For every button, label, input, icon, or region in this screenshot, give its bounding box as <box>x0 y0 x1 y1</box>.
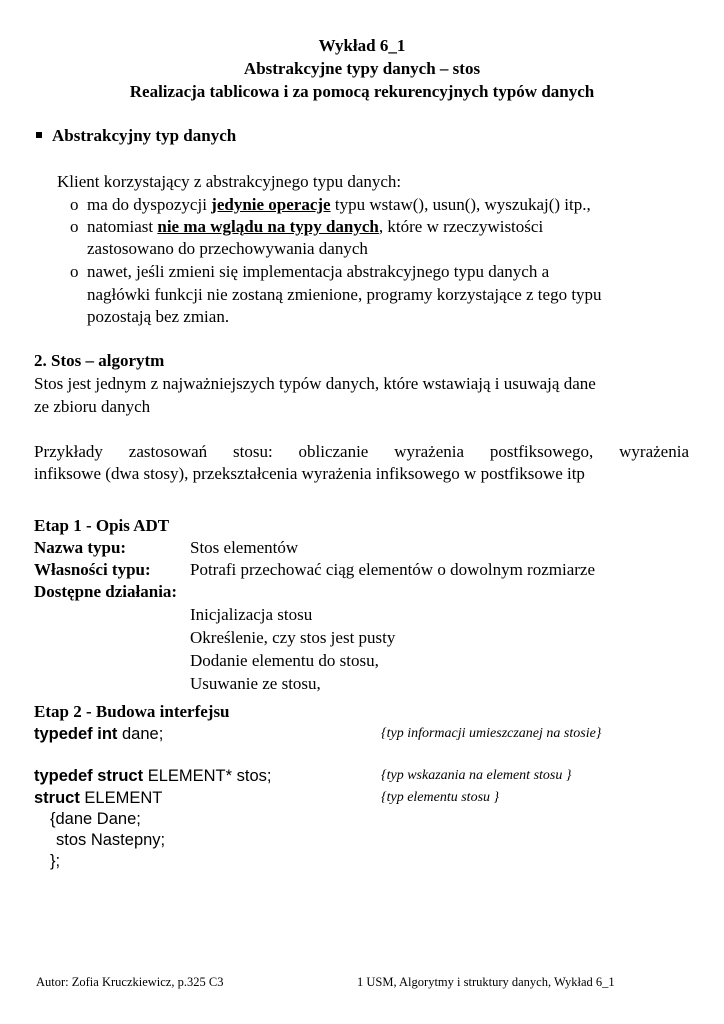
etap1-heading: Etap 1 - Opis ADT <box>34 516 170 535</box>
etap2-heading: Etap 2 - Budowa interfejsu <box>34 702 230 721</box>
emphasis-text: jedynie operacje <box>211 195 331 214</box>
square-bullet-icon <box>36 132 42 138</box>
operation-item: Usuwanie ze stosu, <box>190 674 321 693</box>
code-line: stos Nastepny; <box>56 831 166 849</box>
type-props-label: Własności typu: <box>34 560 151 579</box>
paragraph-line: infiksowe (dwa stosy), przekształcenia wyrażenia infiksowego w postfiksowe itp <box>34 464 585 483</box>
code-line: }; <box>50 852 61 870</box>
code-comment: {typ informacji umieszczanej na stosie} <box>381 726 602 741</box>
operation-item: Dodanie elementu do stosu, <box>190 651 379 670</box>
list-item-continuation: pozostają bez zmian. <box>87 307 230 326</box>
footer-author: Autor: Zofia Kruczkiewicz, p.325 C3 <box>36 975 224 989</box>
code-line: {dane Dane; <box>50 810 141 828</box>
doc-title-lecture: Wykład 6_1 <box>318 36 406 55</box>
section-abstract-type <box>36 125 236 147</box>
page-number: 1 <box>357 975 364 989</box>
section-heading: Abstrakcyjny typ danych <box>52 126 237 145</box>
paragraph-line: Przykłady zastosowań stosu: obliczanie wyrażenia postfiksowego, wyrażenia <box>34 442 689 461</box>
code-line: typedef struct ELEMENT* stos; <box>34 767 272 785</box>
list-item: o nawet, jeśli zmieni się implementacja abstrakcyjnego typu danych a <box>70 262 550 281</box>
ops-label: Dostępne działania: <box>34 582 178 601</box>
intro-text: Klient korzystający z abstrakcyjnego typu danych: <box>57 172 402 191</box>
code-line: typedef int dane; <box>34 725 164 743</box>
doc-title-topic: Abstrakcyjne typy danych – stos <box>243 59 481 78</box>
circle-bullet-icon: o <box>70 262 79 281</box>
list-item: o natomiast nie ma wglądu na typy danych, które w rzeczywistości <box>70 217 544 236</box>
type-name-value: Stos elementów <box>190 538 299 557</box>
type-props-value: Potrafi przechować ciąg elementów o dowolnym rozmiarze <box>190 560 596 579</box>
operation-item: Inicjalizacja stosu <box>190 605 313 624</box>
list-item: o ma do dyspozycji jedynie operacje typu wstaw(), usun(), wyszukaj() itp., <box>70 195 591 214</box>
circle-bullet-icon: o <box>70 217 79 236</box>
code-line: struct ELEMENT <box>34 789 163 807</box>
paragraph-line: ze zbioru danych <box>34 397 151 416</box>
doc-title-subtopic: Realizacja tablicowa i za pomocą rekurencyjnych typów danych <box>129 82 595 101</box>
section-stack-heading: 2. Stos – algorytm <box>34 351 165 370</box>
emphasis-text: nie ma wglądu na typy danych <box>157 217 379 236</box>
code-comment: {typ elementu stosu } <box>381 790 500 805</box>
paragraph-line: Stos jest jednym z najważniejszych typów danych, które wstawiają i usuwają dane <box>34 374 596 393</box>
type-name-label: Nazwa typu: <box>34 538 127 557</box>
list-item-continuation: zastosowano do przechowywania danych <box>87 239 368 258</box>
circle-bullet-icon: o <box>70 195 79 214</box>
list-item-continuation: nagłówki funkcji nie zostaną zmienione, programy korzystające z tego typu <box>87 285 602 304</box>
code-comment: {typ wskazania na element stosu } <box>381 768 572 783</box>
footer-course: 1 USM, Algorytmy i struktury danych, Wykład 6_1 <box>357 975 615 989</box>
operation-item: Określenie, czy stos jest pusty <box>190 628 396 647</box>
